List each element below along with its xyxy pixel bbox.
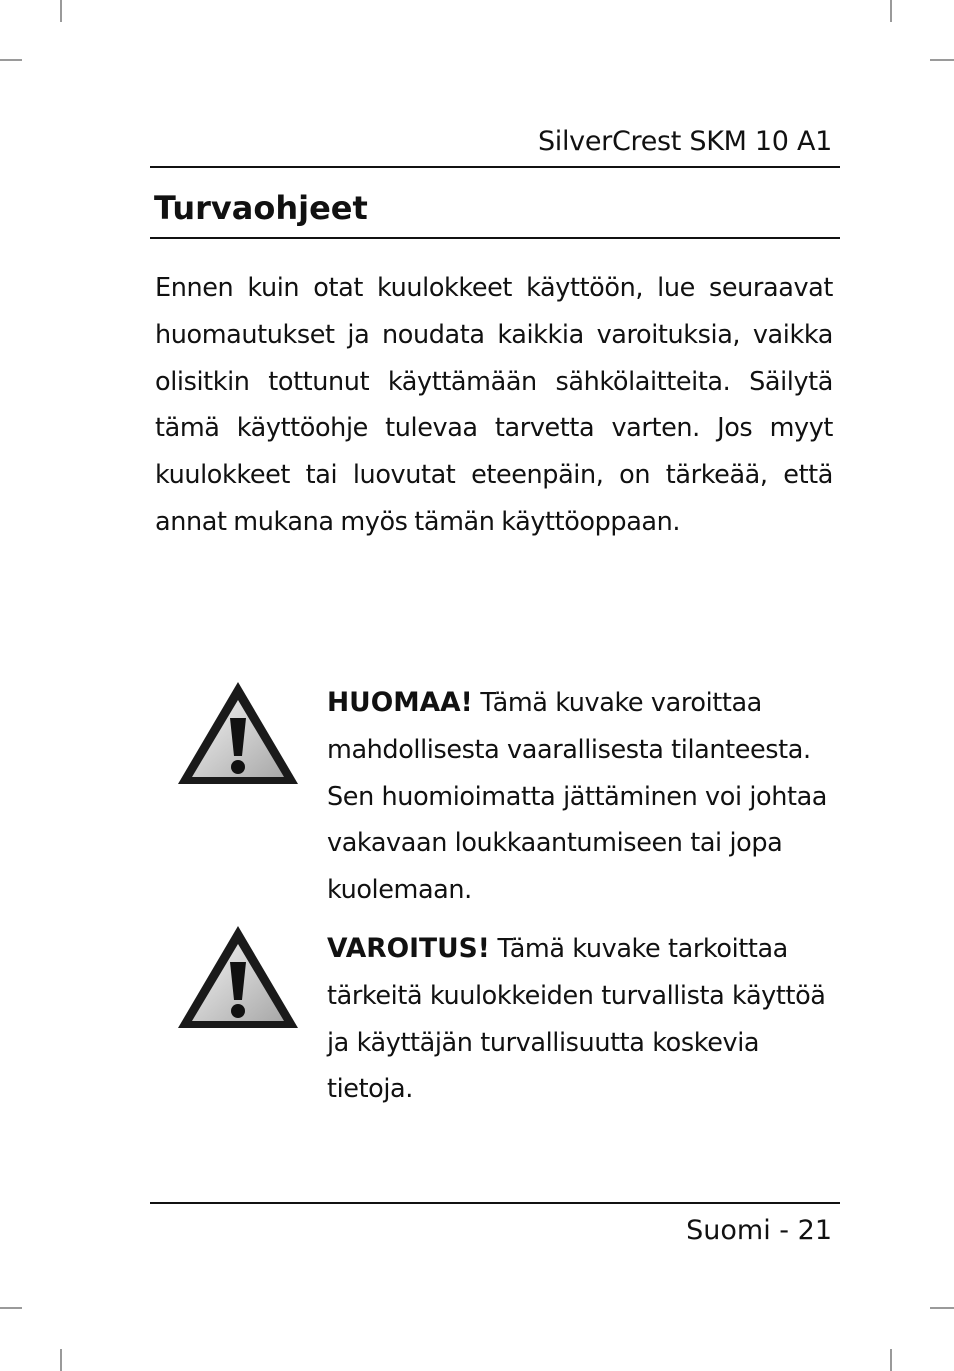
page-number: Suomi - 21: [686, 1215, 832, 1246]
crop-mark: [60, 1349, 62, 1371]
notice-label: HUOMAA!: [327, 687, 473, 718]
crop-mark: [0, 1307, 22, 1309]
crop-mark: [930, 59, 954, 61]
section-title: Turvaohjeet: [154, 189, 368, 227]
crop-mark: [0, 59, 22, 61]
crop-mark: [890, 1349, 892, 1371]
header-rule: [150, 166, 840, 168]
title-rule: [150, 237, 840, 239]
warning-triangle-icon: [176, 924, 300, 1030]
notice-text: [327, 680, 847, 914]
crop-mark: [890, 0, 892, 22]
notice-body: Tämä kuvake tarkoittaa tärkeitä kuulokkeiden turvallista käyttöä ja käyttäjän turvallisuutta koskevia tietoja.: [327, 934, 826, 1105]
crop-mark: [60, 0, 62, 22]
notice-body: Tämä kuvake varoittaa mahdollisesta vaarallisesta tilanteesta. Sen huomioimatta jättäminen voi johtaa vakavaan loukkaantumiseen tai jopa kuolemaan.: [327, 688, 828, 906]
notice-text: [327, 926, 847, 1113]
intro-paragraph: Ennen kuin otat kuulokkeet käyttöön, lue seuraavat huomautukset ja noudata kaikkia varoituksia, vaikka olisitkin tottunut käyttämään sähkölaitteita. Säilytä tämä käyttöohje tulevaa tarvetta varten. Jos myyt kuulokkeet tai luovutat eteenpäin, on tärkeää, että annat mukana myös tämän käyttöoppaan.: [155, 273, 833, 537]
footer-rule: [150, 1202, 840, 1204]
warning-triangle-icon: [176, 680, 300, 786]
notice-label: VAROITUS!: [327, 933, 490, 964]
running-header: SilverCrest SKM 10 A1: [537, 126, 832, 157]
crop-mark: [930, 1307, 954, 1309]
